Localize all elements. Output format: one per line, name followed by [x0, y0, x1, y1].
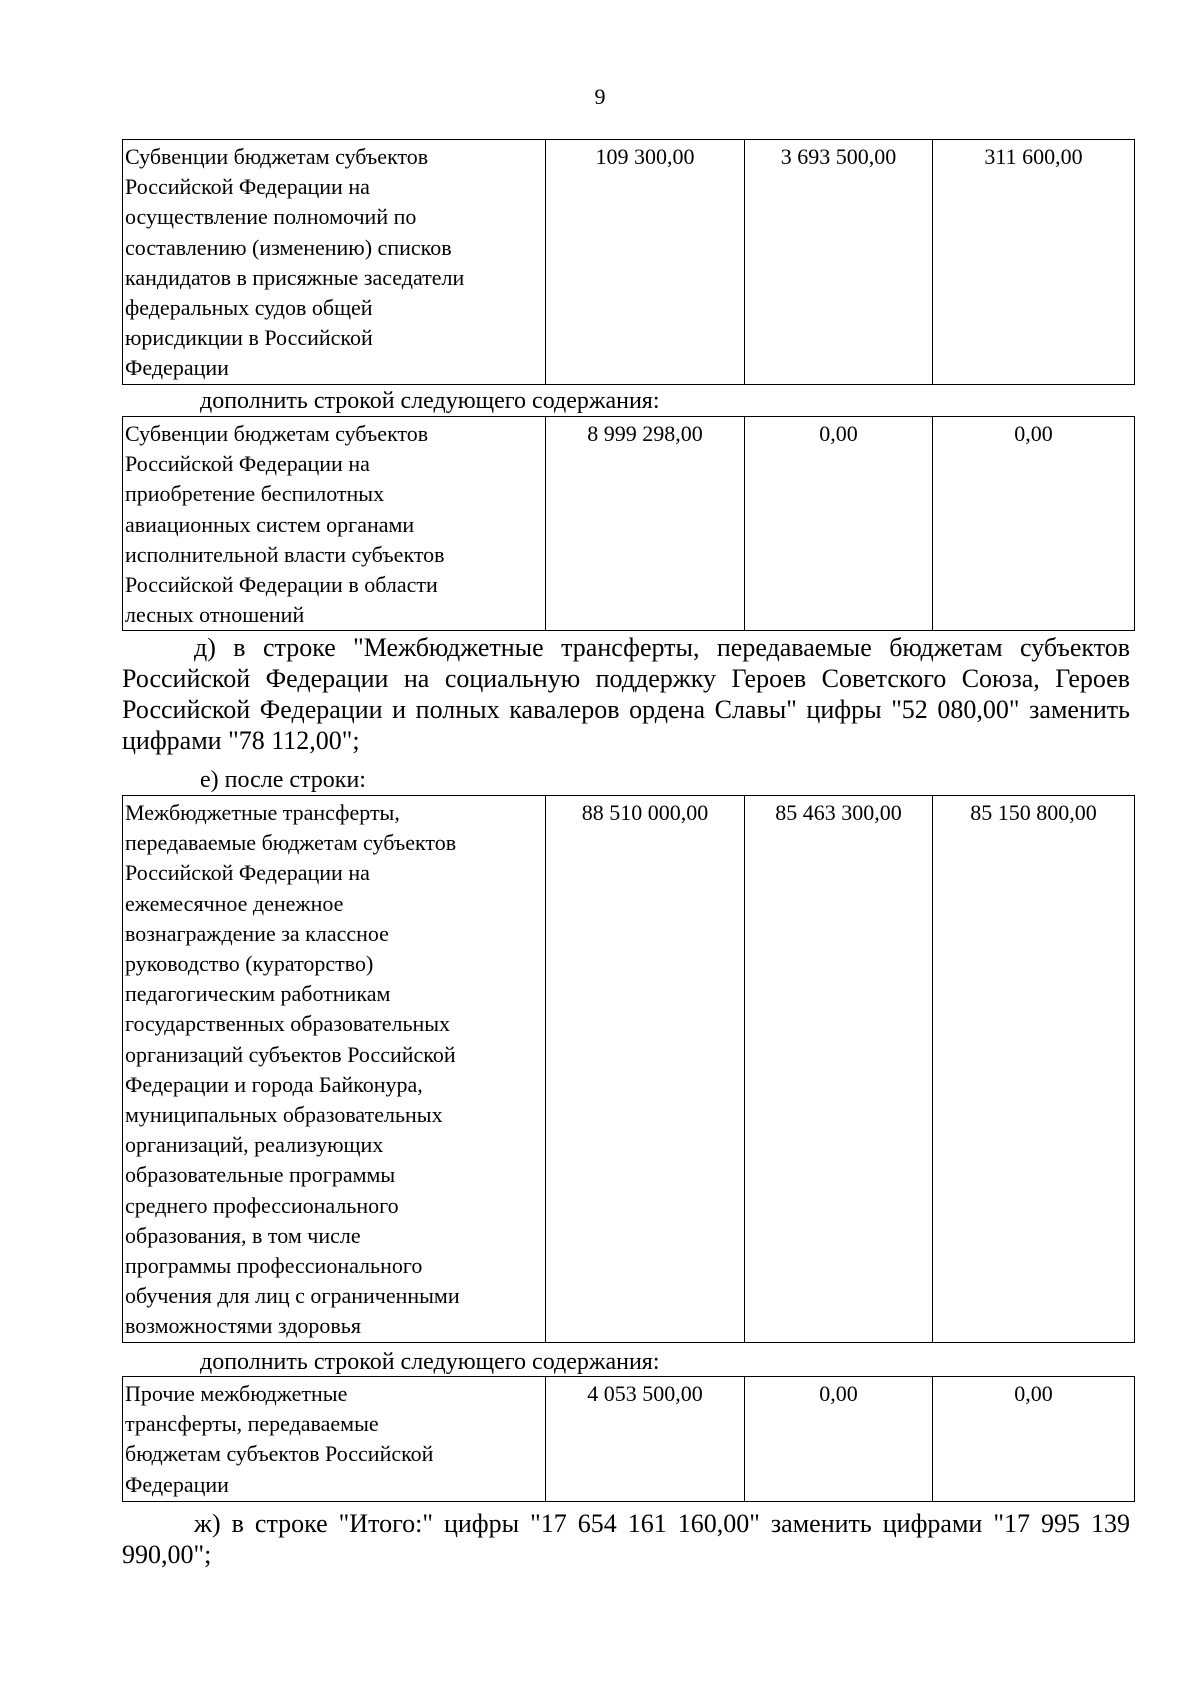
row-name-cell: Межбюджетные трансферты, передаваемые бюджетам субъектов Российской Федерации на ежемесячное денежное вознаграждение за классное руководство (кураторство) педагогическим работникам государственных образовательных организаций субъектов Российской Федерации и города Байконура, муниципальных образовательных организаций, реализующих образовательные программы среднего профессионального образования, в том числе программы профессионального обучения для лиц с ограниченными возможностями здоровья [123, 796, 546, 1343]
page-number: 9 [594, 84, 606, 109]
table-row-jury-candidates [122, 139, 1135, 385]
value-cell-2: 0,00 [745, 417, 933, 631]
value-cell-1: 8 999 298,00 [546, 417, 745, 631]
instruction-line: дополнить строкой следующего содержания: [200, 1349, 660, 1375]
value-cell-3: 311 600,00 [933, 140, 1135, 385]
paragraph-d: д) в строке "Межбюджетные трансферты, передаваемые бюджетам субъектов Российской Федерации на социальную поддержку Героев Советского Союза, Героев Российской Федерации и полных кавалеров ордена Славы" цифры "52 080,00" заменить цифрами "78 112,00"; [122, 633, 1130, 755]
value-cell-3: 0,00 [933, 417, 1135, 631]
paragraph-zh: ж) в строке "Итого:" цифры "17 654 161 160,00" заменить цифрами "17 995 139 990,00"; [122, 1509, 1130, 1569]
instruction-line-e: е) после строки: [200, 767, 366, 793]
row-name-cell: Субвенции бюджетам субъектов Российской Федерации на осуществление полномочий по составлению (изменению) списков кандидатов в присяжные заседатели федеральных судов общей юрисдикции в Российской Федерации [123, 140, 546, 385]
value-cell-2: 3 693 500,00 [745, 140, 933, 385]
value-cell-3: 85 150 800,00 [933, 796, 1135, 1343]
value-cell-3: 0,00 [933, 1377, 1135, 1502]
value-cell-1: 88 510 000,00 [546, 796, 745, 1343]
value-cell-2: 85 463 300,00 [745, 796, 933, 1343]
row-name-cell: Прочие межбюджетные трансферты, передаваемые бюджетам субъектов Российской Федерации [123, 1377, 546, 1502]
table-row-other-transfers [122, 1376, 1135, 1502]
value-cell-2: 0,00 [745, 1377, 933, 1502]
table-row-class-management [122, 795, 1135, 1343]
value-cell-1: 109 300,00 [546, 140, 745, 385]
table-row-drones [122, 416, 1135, 631]
instruction-line: дополнить строкой следующего содержания: [200, 388, 660, 414]
row-name-cell: Субвенции бюджетам субъектов Российской Федерации на приобретение беспилотных авиационных систем органами исполнительной власти субъектов Российской Федерации в области лесных отношений [123, 417, 546, 631]
value-cell-1: 4 053 500,00 [546, 1377, 745, 1502]
